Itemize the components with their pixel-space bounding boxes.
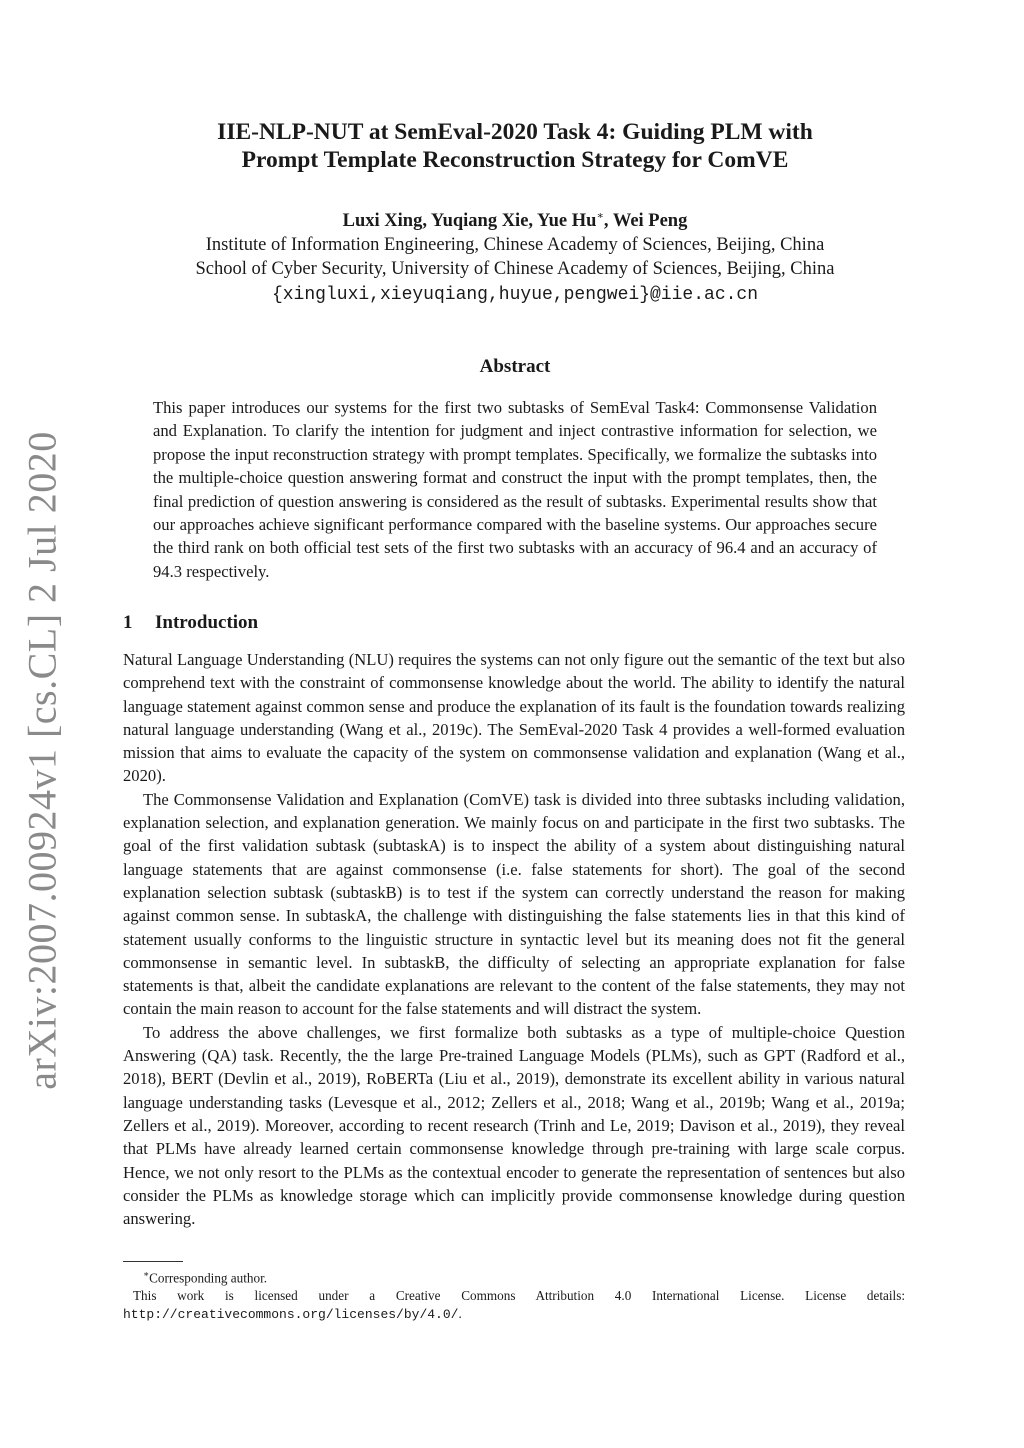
- section-body: [123, 648, 905, 1230]
- body-paragraph: Natural Language Understanding (NLU) requires the systems can not only figure out the semantic of the text but also comprehend text with the constraint of commonsense knowledge about the world. The ability to identify the natural language statement against common sense and produce the explanation of its fault is the foundation towards realizing natural language understanding (Wang et al., 2019c). The SemEval-2020 Task 4 provides a well-formed evaluation mission that aims to evaluate the capacity of the system on commonsense validation and explanation (Wang et al., 2020).: [123, 650, 905, 786]
- author-names-part-1: Luxi Xing, Yuqiang Xie, Yue Hu: [342, 211, 597, 232]
- footnote-corresponding-text: Corresponding author.: [149, 1270, 268, 1286]
- paper-title-line-2: Prompt Template Reconstruction Strategy for ComVE: [241, 147, 789, 173]
- footnote-divider: [123, 1261, 183, 1262]
- corresponding-author-mark: ∗: [596, 210, 604, 222]
- footnotes: [123, 1265, 905, 1324]
- arxiv-identifier-stamp: [12, 430, 72, 1090]
- footnote-mark: ∗: [143, 1269, 150, 1279]
- section-title: Introduction: [155, 612, 259, 633]
- body-paragraph: The Commonsense Validation and Explanation (ComVE) task is divided into three subtasks including validation, explanation selection, and explanation generation. We mainly focus on and participate in the first two subtasks. The goal of the first validation subtask (subtaskA) is to inspect the ability of a system about distinguishing natural language statements that are against commonsense (i.e. false statements for short). The goal of the second explanation selection subtask (subtaskB) is to test if the system can correctly understand the reason for making against common sense. In subtaskA, the challenge with distinguishing the false statements lies in that this kind of statement usually conforms to the linguistic structure in syntactic level but its meaning does not fit the general commonsense in semantic level. In subtaskB, the difficulty of selecting an appropriate explanation for false statements is that, albeit the candidate explanations are relevant to the content of the false statements, they may not contain the main reason to account for the false statements and will distract the system.: [123, 789, 905, 1019]
- author-names-part-2: , Wei Peng: [603, 211, 688, 232]
- arxiv-identifier: arXiv:2007.00924v1 [cs.CL] 2 Jul 2020: [19, 430, 65, 1090]
- author-block: [100, 204, 930, 307]
- section-number: 1: [123, 612, 133, 633]
- abstract-heading: Abstract: [479, 356, 551, 377]
- footnote-license: [123, 1287, 905, 1324]
- abstract-text: This paper introduces our systems for the first two subtasks of SemEval Task4: Commonsense Validation and Explanation. To clarify the intention for judgment and inject contrastive information for selection, we propose the input reconstruction strategy with prompt templates. Specifically, we formalize the subtasks into the multiple-choice question answering format and construct the input with the prompt templates, then, the final prediction of question answering is considered as the result of subtasks. Experimental results show that our approaches achieve significant performance compared with the baseline systems. Our approaches secure the third rank on both official test sets of the first two subtasks with an accuracy of 96.4 and an accuracy of 94.3 respectively.: [153, 398, 877, 581]
- license-text: This work is licensed under a Creative Commons Attribution 4.0 International License. License details:: [133, 1288, 905, 1304]
- paper-title: [150, 118, 880, 174]
- license-url-link[interactable]: http://creativecommons.org/licenses/by/4.0/: [123, 1307, 459, 1323]
- affiliation-1: Institute of Information Engineering, Chinese Academy of Sciences, Beijing, China: [205, 235, 825, 256]
- body-paragraph: To address the above challenges, we first formalize both subtasks as a type of multiple-choice Question Answering (QA) task. Recently, the the large Pre-trained Language Models (PLMs), such as GPT (Radford et al., 2018), BERT (Devlin et al., 2019), RoBERTa (Liu et al., 2019), demonstrate its excellent ability in various natural language understanding tasks (Levesque et al., 2012; Zellers et al., 2018; Wang et al., 2019b; Wang et al., 2019a; Zellers et al., 2019). Moreover, according to recent research (Trinh and Le, 2019; Davison et al., 2019), they reveal that PLMs have already learned certain commonsense knowledge through pre-training with large scale corpus. Hence, we not only resort to the PLMs as the contextual encoder to generate the representation of sentences but also consider the PLMs as knowledge storage which can implicitly provide commonsense knowledge during question answering.: [123, 1022, 905, 1229]
- license-end: .: [458, 1306, 462, 1322]
- author-names: [100, 204, 930, 233]
- author-emails: {xingluxi,xieyuqiang,huyue,pengwei}@iie.ac.cn: [271, 285, 759, 306]
- affiliation-2: School of Cyber Security, University of Chinese Academy of Sciences, Beijing, China: [195, 259, 835, 280]
- section-heading: [123, 612, 523, 634]
- footnote-corresponding-author: [123, 1265, 905, 1287]
- paper-title-line-1: IIE-NLP-NUT at SemEval-2020 Task 4: Guiding PLM with: [217, 119, 813, 145]
